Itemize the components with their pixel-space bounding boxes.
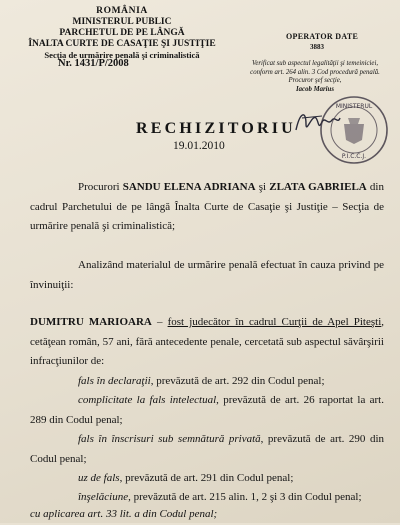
offense-text: , prevăzută de art. 291 din Codul penal; <box>119 472 294 484</box>
offense-text: , prevăzută de art. 26 raportat la art. 289 din Codul penal; <box>30 394 384 426</box>
offense-item <box>30 430 384 469</box>
verification-signatory: Iacob Marius <box>296 85 334 93</box>
offense-item <box>30 372 384 392</box>
offense-item <box>30 469 384 489</box>
institution-header <box>22 6 222 61</box>
intro-pre: Procurori <box>78 181 123 193</box>
verification-line-3: Procuror şef secţie, <box>288 77 342 85</box>
intro-mid: şi <box>255 181 270 193</box>
offense-text: , prevăzută de art. 290 din Codul penal; <box>30 433 384 465</box>
offense-item <box>30 391 384 430</box>
header-ministry: MINISTERUL PUBLIC <box>72 17 172 27</box>
document-date: 19.01.2010 <box>173 140 225 152</box>
defendant-role: fost judecător în cadrul Curţii de Apel Piteşti <box>167 316 382 328</box>
offense-text: , prevăzută de art. 215 alin. 1, 2 şi 3 din Codul penal; <box>128 491 362 503</box>
verification-line-2: conform art. 264 alin. 3 Cod procedură penală. <box>250 68 380 76</box>
official-seal-stamp <box>318 94 390 166</box>
operator-number: 3883 <box>310 43 324 51</box>
offense-name: înşelăciune <box>78 491 129 503</box>
defendant-dash: – <box>151 316 168 328</box>
operator-label: OPERATOR DATE <box>286 32 359 41</box>
header-court: ÎNALTA CURTE DE CASAŢIE ŞI JUSTIŢIE <box>28 39 216 49</box>
intro-paragraph <box>30 178 384 237</box>
header-country: ROMÂNIA <box>96 6 148 16</box>
verification-note <box>240 60 390 94</box>
closing-line: cu aplicarea art. 33 lit. a din Codul penal; <box>30 508 218 520</box>
svg-text:P.I.C.C.J.: P.I.C.C.J. <box>341 153 367 160</box>
offense-name: fals în declaraţii <box>78 375 151 387</box>
svg-text:MINISTERUL: MINISTERUL <box>335 103 373 110</box>
defendant-details: , cetăţean român, 57 ani, fără antecedente penale, cercetată sub aspectul săvârşirii infracţiunilor de: <box>30 316 385 368</box>
document-title: RECHIZITORIU <box>136 120 296 137</box>
defendant-name: DUMITRU MARIOARA <box>30 316 152 328</box>
prosecutor-name-2: ZLATA GABRIELA <box>269 181 367 193</box>
offense-text: , prevăzută de art. 292 din Codul penal; <box>150 375 325 387</box>
defendant-paragraph <box>30 313 384 372</box>
header-prosecutor-office: PARCHETUL DE PE LÂNGĂ <box>59 28 185 38</box>
prosecutor-name-1: SANDU ELENA ADRIANA <box>122 181 256 193</box>
offense-name: uz de fals <box>78 472 120 484</box>
offense-name: complicitate la fals intelectual <box>78 394 217 406</box>
analysis-paragraph <box>30 256 384 295</box>
analysis-text: Analizând materialul de urmărire penală efectuat în cauza privind pe învinuiţii: <box>30 259 384 291</box>
offense-name: fals în înscrisuri sub semnătură privată <box>78 433 261 445</box>
header-section: Secţia de urmărire penală şi criminalistică <box>44 50 200 60</box>
verification-line-1: Verificat sub aspectul legalităţii şi temeiniciei, <box>251 60 379 67</box>
intro-post: din cadrul Parchetului de pe lângă Înalta Curte de Casaţie şi Justiţie – Secţia de urmărire penală şi criminalistică; <box>30 181 384 233</box>
registration-number: Nr. 1431/P/2008 <box>58 58 129 69</box>
